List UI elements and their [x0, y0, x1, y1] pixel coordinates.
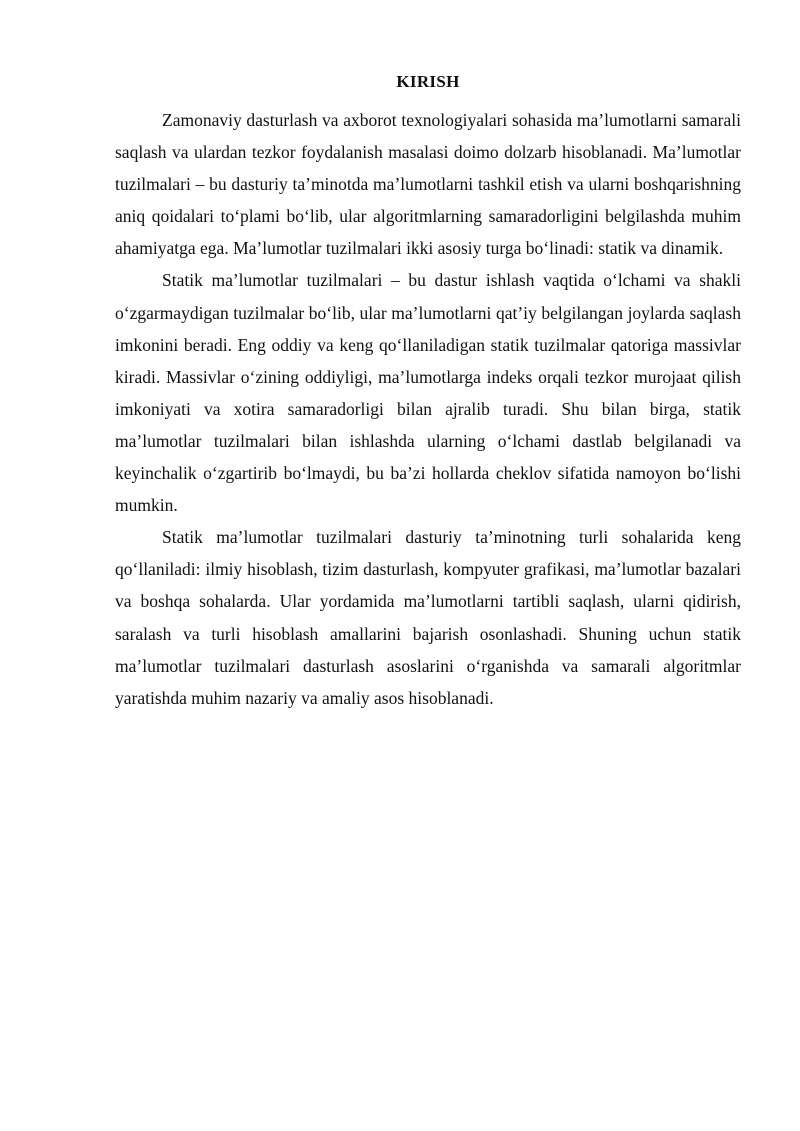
document-body: [115, 72, 741, 714]
paragraph-1: Zamonaviy dasturlash va axborot texnologiyalari sohasida ma’lumotlarni samarali saqlash va ulardan tezkor foydalanish masalasi doimo dolzarb hisoblanadi. Ma’lumotlar tuzilmalari – bu dasturiy ta’minotda ma’lumotlarni tashkil etish va ularni boshqarishning aniq qoidalari to‘plami bo‘lib, ular algoritmlarning samaradorligini belgilashda muhim ahamiyatga ega. Ma’lumotlar tuzilmalari ikki asosiy turga bo‘linadi: statik va dinamik.: [115, 110, 741, 259]
paragraph-2: Statik ma’lumotlar tuzilmalari – bu dastur ishlash vaqtida o‘lchami va shakli o‘zgarmaydigan tuzilmalar bo‘lib, ular ma’lumotlarni qat’iy belgilangan joylarda saqlash imkonini beradi. Eng oddiy va keng qo‘llaniladigan statik tuzilmalar qatoriga massivlar kiradi. Massivlar o‘zining oddiyligi, ma’lumotlarga indeks orqali tezkor murojaat qilish imkoniyati va xotira samaradorligi bilan ajralib turadi. Shu bilan birga, statik ma’lumotlar tuzilmalari bilan ishlashda ularning o‘lchami dastlab belgilanadi va keyinchalik o‘zgartirib bo‘lmaydi, bu ba’zi hollarda cheklov sifatida namoyon bo‘lishi mumkin.: [115, 270, 741, 516]
page-title: KIRISH: [396, 72, 460, 91]
paragraph-3: Statik ma’lumotlar tuzilmalari dasturiy ta’minotning turli sohalarida keng qo‘llaniladi: ilmiy hisoblash, tizim dasturlash, kompyuter grafikasi, ma’lumotlar bazalari va boshqa sohalarda. Ular yordamida ma’lumotlarni tartibli saqlash, ularni qidirish, saralash va turli hisoblash amallarini bajarish osonlashadi. Shuning uchun statik ma’lumotlar tuzilmalari dasturlash asoslarini o‘rganishda va samarali algoritmlar yaratishda muhim nazariy va amaliy asos hisoblanadi.: [115, 527, 741, 708]
